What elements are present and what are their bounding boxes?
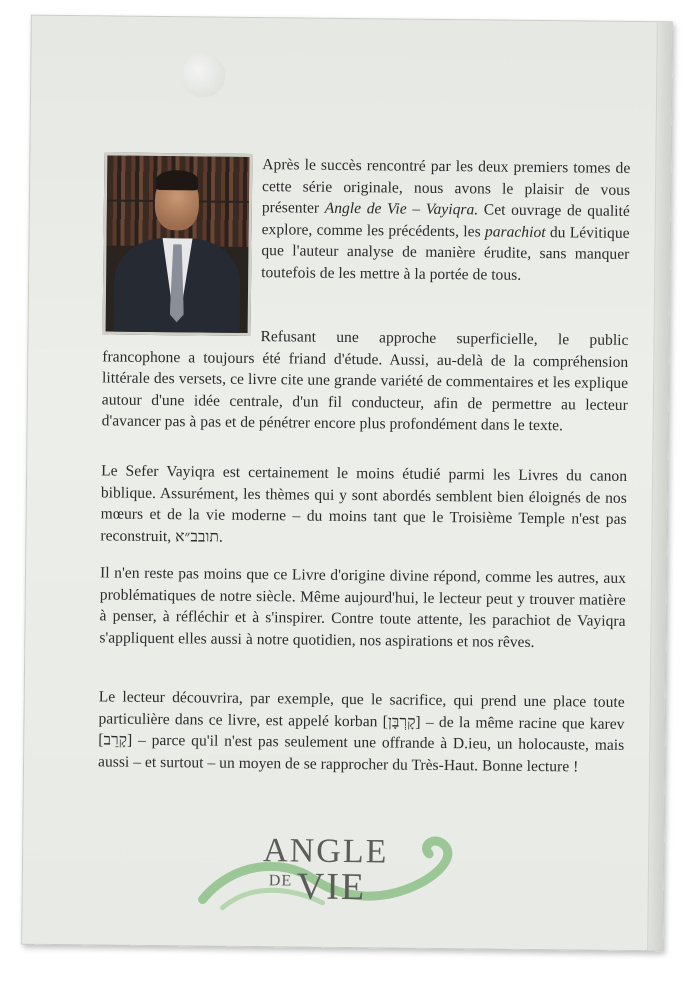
logo-word-angle: ANGLE	[262, 832, 389, 871]
blurb-text: Cet ouvrage de qualité explore, comme les précédents, les	[261, 201, 630, 241]
book-edge	[647, 22, 672, 950]
parachiot-italic: parachiot	[484, 223, 546, 241]
blurb-paragraph-2: Refusant une approche superficielle, le public francophone a toujours été friand d'étude. Aussi, au-delà de la compréhension littérale des versets, ce livre cite une grande variété de commentaires et les explique autour d'une idée centrale, d'un fil conducteur, afin de permettre au lecteur d'avancer pas à pas et de pénétrer encore plus profondément dans le texte.	[101, 328, 629, 435]
blurb-paragraph-5: Le lecteur découvrira, par exemple, que le sacrifice, qui prend une place toute particulière dans ce livre, est appelé korban [קָרְבָּן] – de la même racine que karev [קָרֵב] – parce qu'il n'est pas seulement une offrande à D.ieu, un holocauste, mais aussi – et surtout – un moyen de se rapprocher du Très-Haut. Bonne lecture !	[97, 688, 625, 776]
author-photo	[103, 152, 253, 336]
blurb-paragraph-4: Il n'en reste pas moins que ce Livre d'origine divine répond, comme les autres, aux problématiques de notre siècle. Même aujourd'hui, le lecteur peut y trouver matière à penser, à réfléchir et à s'inspirer. Contre toute attente, les parachiot de Vayiqra s'appliquent elles aussi à notre quotidien, nos aspirations et nos rêves.	[99, 564, 627, 651]
blurb-text: Après le succès rencontré par les deux premiers tomes de cette série originale, nous avons le plaisir de vous présenter	[261, 156, 631, 217]
angle-de-vie-logo	[192, 821, 463, 934]
blurb-paragraph-1	[261, 154, 630, 287]
logo-word-vie: VIE	[296, 865, 367, 909]
sticker-residue	[181, 53, 225, 97]
book-title-italic: Angle de Vie – Vayiqra.	[324, 199, 479, 219]
logo-word-de: DE	[268, 872, 293, 890]
book-back-cover	[21, 15, 673, 952]
blurb-paragraph-3: Le Sefer Vayiqra est certainement le moins étudié parmi les Livres du canon biblique. Assurément, les thèmes qui y sont abordés semblent bien éloignés de nos mœurs et de la vie moderne – du moins tant que le Troisième Temple n'est pas reconstruit, תובב״א.	[100, 462, 628, 546]
blurb-text: du Lévitique que l'auteur analyse de manière érudite, sans manquer toutefois de les mettre à la portée de tous.	[261, 223, 630, 284]
author-hair	[156, 170, 198, 190]
